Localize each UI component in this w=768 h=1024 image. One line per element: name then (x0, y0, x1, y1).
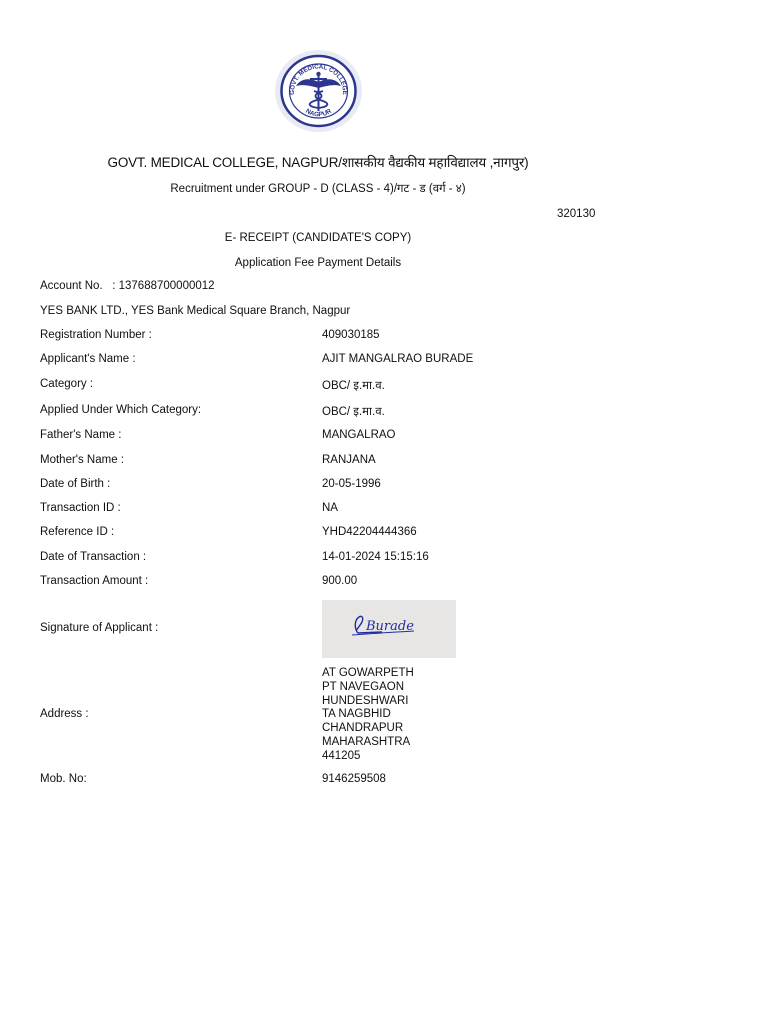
category-label: Category : (40, 378, 94, 390)
transaction-date-value: 14-01-2024 15:15:16 (322, 551, 429, 563)
signature-image (322, 600, 456, 658)
address-line: TA NAGBHID (322, 708, 391, 721)
applied-category-label: Applied Under Which Category: (40, 404, 202, 416)
signature-text: Burade (366, 619, 414, 634)
transaction-id-label: Transaction ID : (40, 502, 121, 514)
date-of-birth-label: Date of Birth : (40, 478, 111, 490)
transaction-amount-label: Transaction Amount : (40, 575, 149, 587)
address-line: CHANDRAPUR (322, 722, 404, 735)
address-line: 441205 (322, 749, 361, 762)
reference-id-value: YHD42204444366 (322, 526, 417, 538)
transaction-amount-value: 900.00 (322, 575, 358, 587)
mobile-value: 9146259508 (322, 773, 386, 785)
mother-name-label: Mother's Name : (40, 454, 124, 466)
applicant-name-label: Applicant's Name : (40, 353, 136, 365)
account-value: 137688700000012 (118, 280, 215, 292)
category-value: OBC/ इ.मा.व. (322, 380, 385, 392)
applied-category-value: OBC/ इ.मा.व. (322, 406, 385, 418)
address-label: Address : (40, 708, 89, 720)
address-line: MAHARASHTRA (322, 735, 411, 748)
father-name-value: MANGALRAO (322, 429, 396, 441)
page-title: GOVT. MEDICAL COLLEGE, NAGPUR/शासकीय वैद्यकीय महाविद्यालय ,नागपुर) (107, 155, 529, 170)
reference-id-label: Reference ID : (40, 526, 115, 538)
college-seal-icon (274, 49, 363, 133)
recruitment-subtitle: Recruitment under GROUP - D (CLASS - 4)/गट - ड (वर्ग - ४) (170, 183, 466, 195)
receipt-title: E- RECEIPT (CANDIDATE'S COPY) (224, 232, 412, 244)
mother-name-value: RANJANA (322, 454, 376, 466)
applicant-name-value: AJIT MANGALRAO BURADE (322, 353, 474, 365)
transaction-id-value: NA (322, 502, 338, 514)
account-number (40, 280, 215, 292)
signature-icon (322, 600, 456, 658)
transaction-date-label: Date of Transaction : (40, 551, 147, 563)
address-line: AT GOWARPETH (322, 667, 414, 679)
signature-label: Signature of Applicant : (40, 622, 159, 634)
college-logo (274, 49, 363, 133)
mobile-label: Mob. No: (40, 773, 87, 785)
receipt-number: 320130 (557, 208, 596, 220)
bank-name: YES BANK LTD., YES Bank Medical Square Branch, Nagpur (40, 305, 351, 317)
address-line: HUNDESHWARI (322, 694, 409, 707)
date-of-birth-value: 20-05-1996 (322, 478, 381, 490)
registration-number-label: Registration Number : (40, 329, 152, 341)
address-line: PT NAVEGAON (322, 680, 405, 693)
logo-text-top: GOVT. MEDICAL COLLEGE (288, 63, 349, 95)
address-value (322, 667, 414, 764)
registration-number-value: 409030185 (322, 329, 380, 341)
account-label: Account No. : (40, 280, 119, 292)
section-title: Application Fee Payment Details (234, 257, 402, 269)
father-name-label: Father's Name : (40, 429, 122, 441)
logo-text-bottom: NAGPUR (304, 107, 333, 119)
